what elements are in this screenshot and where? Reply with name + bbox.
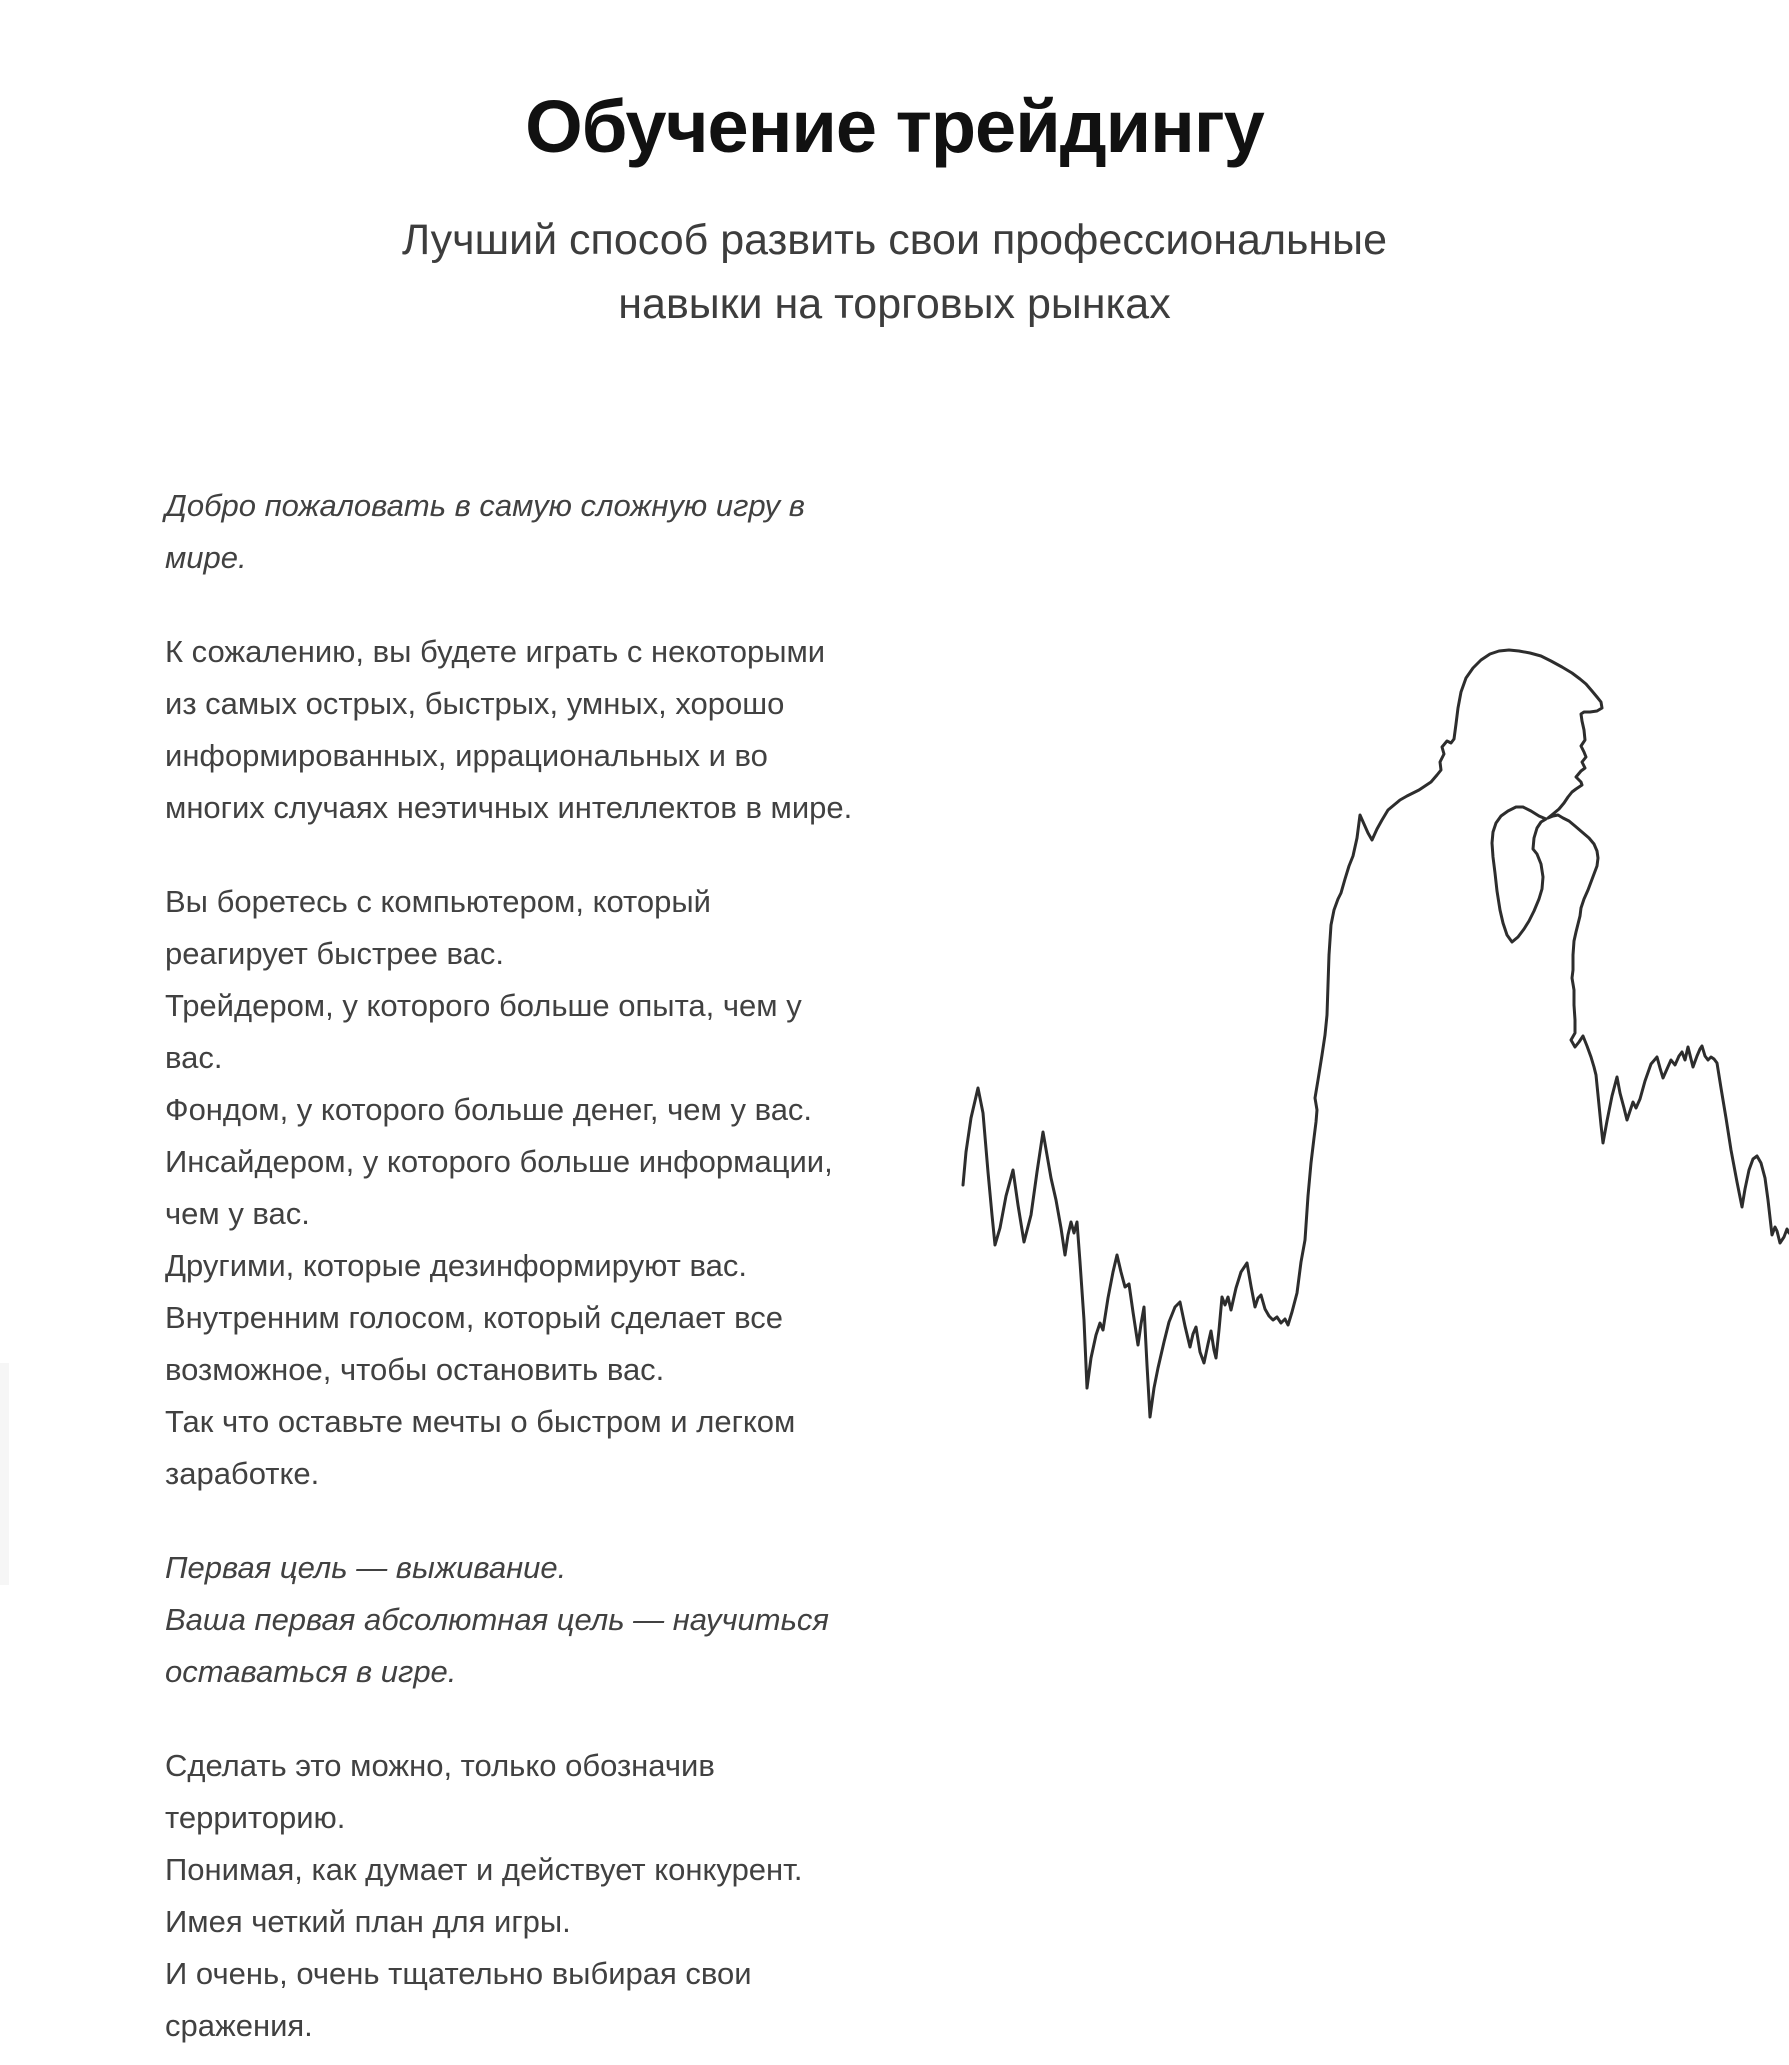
opponents-paragraph: К сожалению, вы будете играть с некоторыми из самых острых, быстрых, умных, хорошо информированных, иррациональных и во многих случаях неэтичных интеллектов в мире.	[165, 634, 853, 825]
goal-paragraph	[165, 1542, 855, 1698]
left-edge-strip	[0, 1363, 9, 1585]
how-sentence: Понимая, как думает и действует конкурент.	[165, 1852, 803, 1887]
how-sentence: И очень, очень тщательно выбирая свои сражения.	[165, 1956, 752, 2043]
fight-sentence: Вы боретесь с компьютером, который реагирует быстрее вас.	[165, 884, 711, 971]
how-sentence: Имея четкий план для игры.	[165, 1904, 571, 1939]
article-text-column	[165, 480, 855, 2052]
market-line-silhouette-path	[963, 650, 1789, 1417]
fight-sentence: Инсайдером, у которого больше информации, чем у вас.	[165, 1144, 833, 1231]
page-title: Обучение трейдингу	[525, 84, 1264, 168]
fight-sentence: Трейдером, у которого больше опыта, чем у вас.	[165, 988, 802, 1075]
fight-sentence: Внутренним голосом, который сделает все возможное, чтобы остановить вас.	[165, 1300, 783, 1387]
page-subtitle	[0, 208, 1789, 336]
subtitle-line-2: навыки на торговых рынках	[618, 280, 1171, 328]
how-sentence: Сделать это можно, только обозначив территорию.	[165, 1748, 715, 1835]
fight-sentence: Другими, которые дезинформируют вас.	[165, 1248, 747, 1283]
goal-sentence: Первая цель — выживание.	[165, 1550, 567, 1585]
goal-sentence: Ваша первая абсолютная цель — научиться оставаться в игре.	[165, 1602, 829, 1689]
fight-paragraph	[165, 876, 855, 1500]
fist-outline-path	[1492, 807, 1546, 942]
how-paragraph	[165, 1740, 855, 2052]
intro-paragraph: Добро пожаловать в самую сложную игру в мире.	[165, 488, 805, 575]
fight-sentence: Фондом, у которого больше денег, чем у вас.	[165, 1092, 813, 1127]
subtitle-line-1: Лучший способ развить свои профессиональные	[401, 216, 1388, 264]
fight-sentence: Так что оставьте мечты о быстром и легком заработке.	[165, 1404, 796, 1491]
